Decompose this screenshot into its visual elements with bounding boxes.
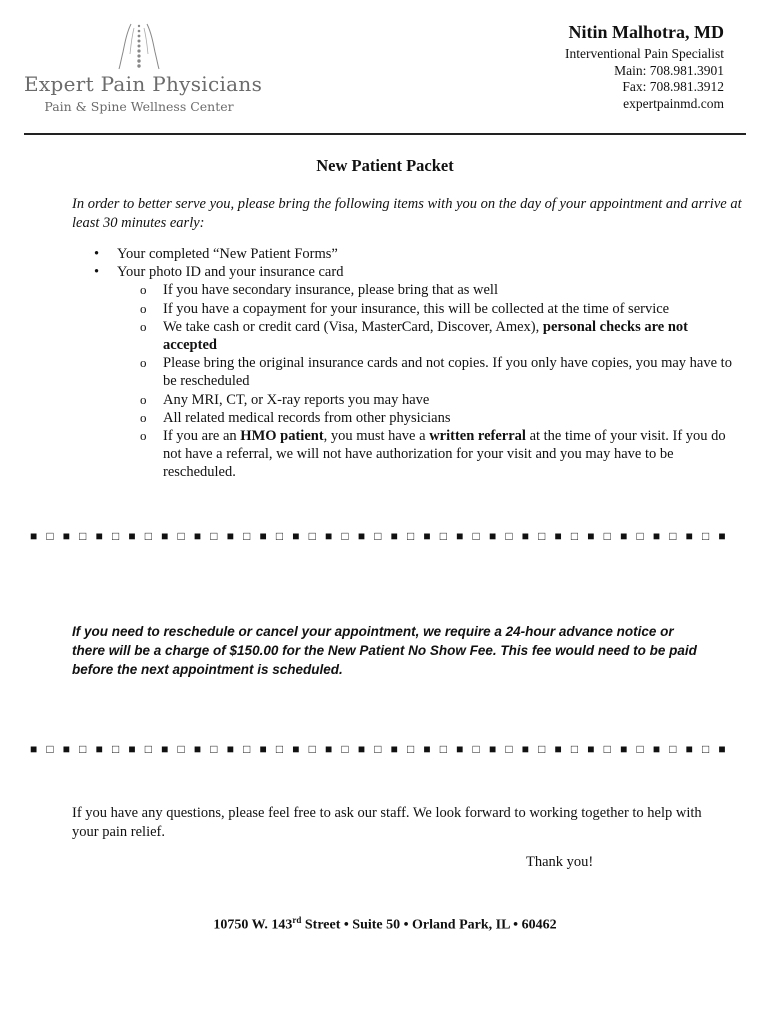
sub-list-item — [72, 409, 742, 427]
divider-square: □ — [636, 742, 644, 756]
divider-square: ■ — [325, 742, 333, 756]
divider-square: ■ — [292, 529, 300, 543]
divider-square: ■ — [652, 529, 661, 543]
bullet-marker: • — [94, 264, 100, 281]
divider-square: □ — [636, 529, 644, 543]
divider-square: ■ — [587, 742, 595, 756]
divider-square: ■ — [226, 742, 234, 756]
sub-list-item — [72, 354, 742, 390]
divider-square: □ — [439, 529, 448, 543]
divider-square: ■ — [390, 742, 398, 756]
sub-item-text: If you have secondary insurance, please bring that as well — [163, 282, 498, 299]
divider-square: ■ — [128, 529, 136, 543]
divider-square: ■ — [30, 742, 38, 756]
divider-square: □ — [243, 742, 251, 756]
divider-square: ■ — [423, 529, 431, 543]
sub-item-emphasis: personal checks are not accepted — [163, 318, 689, 354]
fax-number: Fax: 708.981.3912 — [622, 79, 724, 94]
divider-square: □ — [210, 529, 218, 543]
divider-square: □ — [210, 742, 218, 756]
list-item — [72, 245, 742, 263]
list-item-text: Your completed “New Patient Forms” — [117, 246, 338, 262]
divider-square: ■ — [95, 529, 103, 543]
divider-square: □ — [505, 742, 513, 756]
contact-block — [565, 22, 724, 112]
divider-square: ■ — [259, 529, 267, 543]
divider-square: ■ — [259, 742, 267, 756]
divider-square: □ — [308, 742, 316, 756]
sub-list-item — [72, 427, 742, 482]
divider-square: ■ — [620, 742, 628, 756]
divider-square: ■ — [357, 529, 366, 543]
divider-square: ■ — [292, 742, 300, 756]
sub-item-text: We take cash or credit card (Visa, MasterCard, Discover, Amex), — [163, 318, 543, 335]
divider-square: ■ — [325, 529, 333, 543]
divider-square: ■ — [128, 742, 136, 756]
divider-square: ■ — [587, 529, 595, 543]
address-rest: Street • Suite 50 • Orland Park, IL • 60462 — [301, 917, 557, 933]
divider-square: □ — [79, 742, 87, 756]
divider-square: □ — [538, 529, 546, 543]
bullet-marker: • — [94, 246, 100, 262]
square-divider-bottom — [30, 742, 735, 757]
sub-list-item — [72, 391, 742, 409]
no-show-notice: If you need to reschedule or cancel your appointment, we require a 24-hour advance notice or there will be a charge of $150.00 for the New Patient No Show Fee. This fee would need to be paid before the next appointment is scheduled. — [72, 624, 697, 677]
divider-square: □ — [144, 742, 152, 756]
sub-item-text: Please bring the original insurance cards and not copies. If you only have copies, you may have to be rescheduled — [163, 355, 732, 390]
divider-square: ■ — [161, 529, 169, 543]
divider-square: □ — [505, 529, 513, 543]
divider-square: □ — [275, 529, 284, 543]
divider-square: ■ — [456, 742, 464, 756]
divider-square: ■ — [193, 742, 202, 756]
divider-square: □ — [177, 529, 185, 543]
divider-square: ■ — [718, 529, 726, 543]
divider-square: □ — [79, 529, 87, 543]
address-street-number: 10750 W. 143 — [213, 917, 293, 933]
practice-logo — [24, 22, 263, 122]
page-title: New Patient Packet — [316, 156, 454, 175]
square-divider-top — [30, 529, 735, 544]
divider-square: □ — [702, 529, 710, 543]
sub-item-emphasis: written referral — [429, 428, 526, 445]
sub-marker: o — [140, 282, 147, 298]
thank-you-text: Thank you! — [526, 854, 594, 870]
divider-square: ■ — [620, 529, 628, 543]
sub-marker: o — [140, 355, 147, 371]
divider-square: □ — [275, 742, 284, 756]
divider-square: ■ — [30, 529, 38, 543]
divider-square: □ — [406, 742, 415, 756]
divider-square: ■ — [95, 742, 103, 756]
divider-square: □ — [144, 529, 152, 543]
sub-marker: o — [140, 300, 147, 316]
sub-list-item — [72, 300, 742, 318]
list-item — [72, 263, 742, 281]
divider-square: ■ — [521, 529, 529, 543]
divider-square: □ — [702, 742, 710, 756]
closing-text: If you have any questions, please feel free to ask our staff. We look forward to working together to help with your pain relief. — [72, 805, 702, 840]
main-phone: Main: 708.981.3901 — [614, 62, 724, 78]
office-address — [0, 915, 770, 934]
divider-square: □ — [111, 742, 120, 756]
sub-marker: o — [140, 318, 147, 334]
divider-square: ■ — [685, 742, 693, 756]
list-item-text: Your photo ID and your insurance card — [117, 264, 344, 281]
divider-square: □ — [374, 742, 382, 756]
divider-square: □ — [570, 742, 579, 756]
divider-square: □ — [243, 529, 251, 543]
divider-square: ■ — [554, 529, 562, 543]
divider-square: ■ — [226, 529, 234, 543]
divider-square: □ — [374, 529, 382, 543]
divider-square: □ — [406, 529, 415, 543]
doctor-name: Nitin Malhotra, MD — [568, 22, 724, 42]
divider-square: □ — [341, 742, 349, 756]
sub-item-text: If you have a copayment for your insurance, this will be collected at the time of service — [163, 300, 670, 317]
divider-square: ■ — [456, 529, 464, 543]
divider-square: □ — [570, 529, 579, 543]
divider-square: ■ — [652, 742, 661, 756]
sub-marker: o — [140, 428, 147, 444]
sub-item-emphasis: HMO patient — [240, 428, 324, 445]
divider-square: ■ — [488, 742, 497, 756]
divider-square: ■ — [685, 529, 693, 543]
divider-square: ■ — [62, 529, 71, 543]
divider-square: □ — [538, 742, 546, 756]
divider-square: □ — [46, 529, 54, 543]
divider-square: □ — [669, 742, 677, 756]
divider-square: ■ — [521, 742, 529, 756]
checklist — [72, 245, 742, 482]
logo-subtitle: Pain & Spine Wellness Center — [44, 99, 234, 114]
divider-square: ■ — [423, 742, 431, 756]
divider-square: ■ — [62, 742, 71, 756]
logo-name: Expert Pain Physicians — [24, 72, 263, 96]
sub-list-item — [72, 281, 742, 299]
divider-square: □ — [603, 742, 611, 756]
address-ordinal: rd — [292, 915, 302, 925]
divider-square: ■ — [554, 742, 562, 756]
header-rule — [24, 133, 746, 135]
divider-square: ■ — [718, 742, 726, 756]
divider-square: ■ — [357, 742, 366, 756]
divider-square: □ — [341, 529, 349, 543]
divider-square: □ — [308, 529, 316, 543]
spine-icon — [117, 22, 161, 70]
sub-item-text: If you are an — [163, 428, 241, 445]
doctor-specialty: Interventional Pain Specialist — [565, 46, 724, 61]
sub-list-item — [72, 318, 742, 354]
intro-text: In order to better serve you, please bring the following items with you on the day of your appointment and arrive at least 30 minutes early: — [72, 196, 742, 231]
divider-square: □ — [177, 742, 185, 756]
website[interactable]: expertpainmd.com — [623, 95, 724, 111]
divider-square: ■ — [488, 529, 497, 543]
divider-square: □ — [472, 529, 480, 543]
sub-marker: o — [140, 391, 147, 407]
divider-square: □ — [472, 742, 480, 756]
sub-item-text: at the time of your visit. If you do not have a referral, we will not have authorization for your visit and you may have to be rescheduled. — [163, 428, 726, 481]
divider-square: □ — [439, 742, 448, 756]
divider-square: ■ — [390, 529, 398, 543]
divider-square: ■ — [193, 529, 202, 543]
divider-square: □ — [46, 742, 54, 756]
sub-item-text: Any MRI, CT, or X-ray reports you may have — [163, 391, 430, 408]
sub-item-text: , you must have a — [323, 428, 430, 445]
divider-square: □ — [111, 529, 120, 543]
divider-square: □ — [669, 529, 677, 543]
divider-square: □ — [603, 529, 611, 543]
sub-marker: o — [140, 409, 147, 425]
sub-item-text: All related medical records from other physicians — [163, 409, 451, 426]
divider-square: ■ — [161, 742, 169, 756]
